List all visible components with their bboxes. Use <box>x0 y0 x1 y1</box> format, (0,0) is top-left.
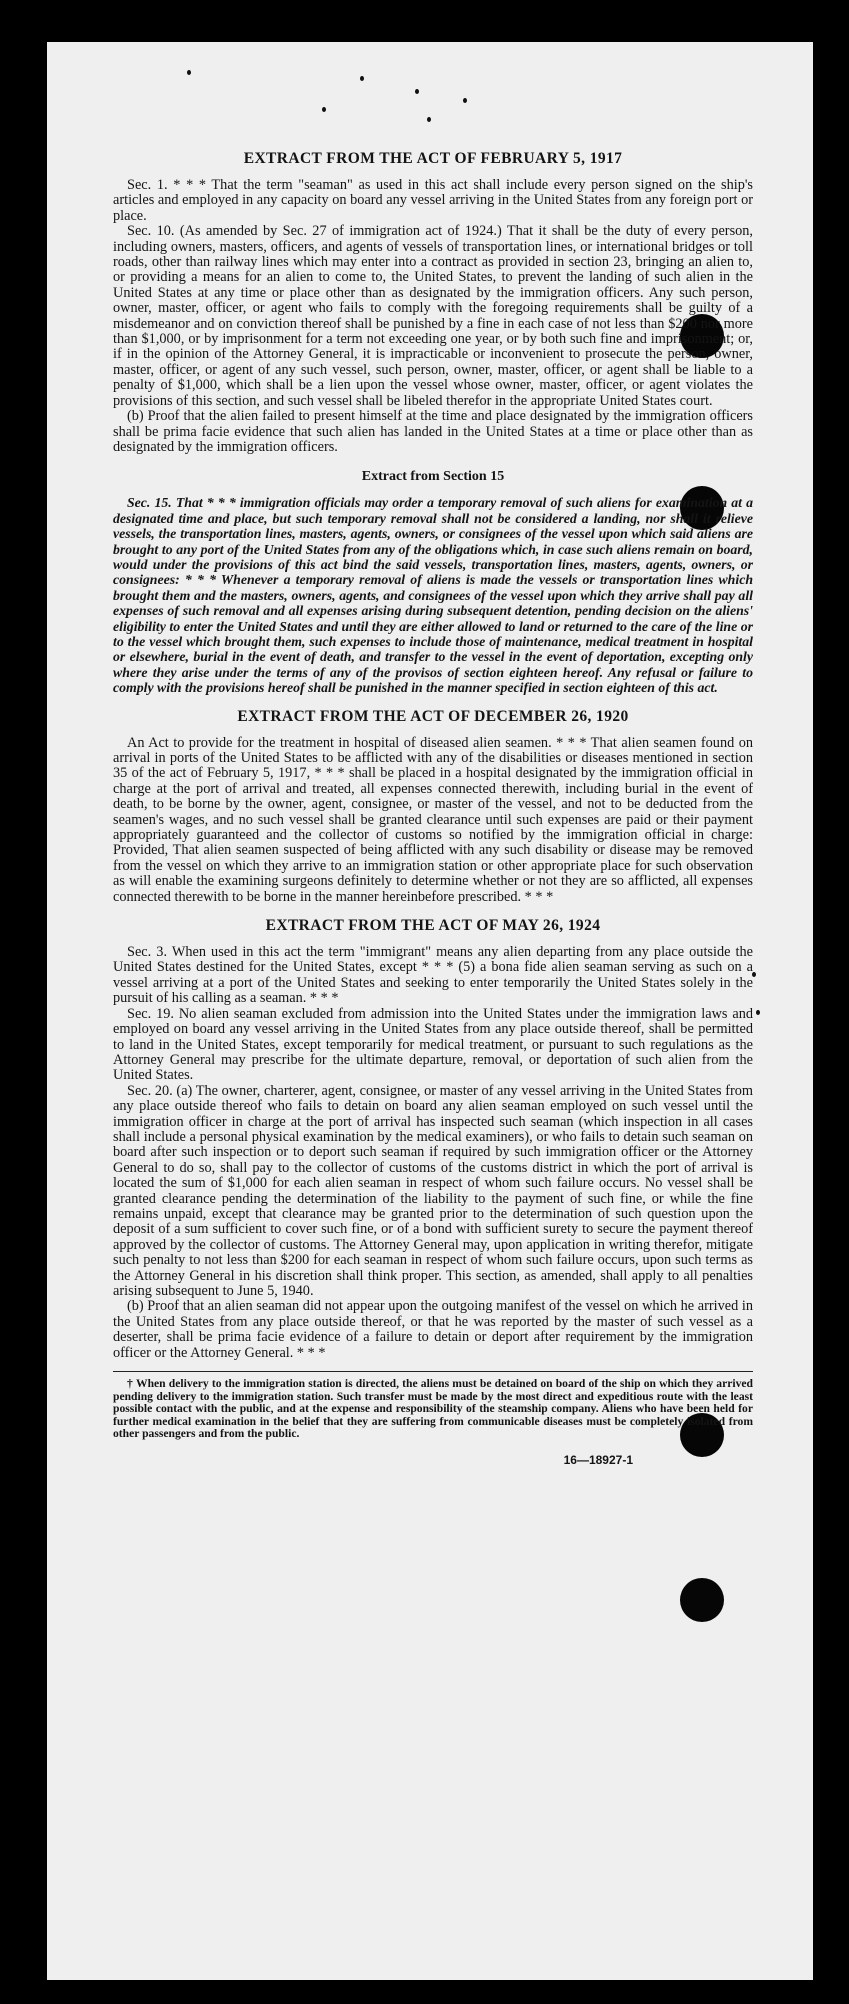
speck <box>322 107 326 112</box>
speck <box>415 89 419 94</box>
paragraph-sec-1: Sec. 1. * * * That the term "seaman" as used in this act shall include every person signed on the ship's articles and employed in any capacity on board any vessel arriving in the United States from any foreign port or place. <box>113 177 753 224</box>
section-title-sec-15: Extract from Section 15 <box>361 469 505 485</box>
paragraph-act-1920: An Act to provide for the treatment in hospital of diseased alien seamen. * * * That alien seamen found on arrival in ports of the United States to be afflicted with any of the disabilities or diseases mentioned in section 35 of the act of February 5, 1917, * * * shall be placed in a hospital designated by the immigration official in charge at the port of arrival and treated, all expenses connected therewith, including burial in the event of death, to be borne by the owner, agent, consignee, or master of the vessel, and not to be deducted from the seamen's wages, and no such vessel shall be granted clearance until such expenses are paid or their payment appropriately guaranteed and the collector of customs so notified by the immigration official in charge: Provided, That alien seamen suspected of being afflicted with any such disability or disease may be removed from the vessel on which they arrive to an immigration station or other appropriate place for such observation as will enable the examining surgeons definitely to determine whether or not they are so afflicted, all expenses connected therewith to be borne in the manner hereinbefore prescribed. * * * <box>113 734 753 905</box>
footnote <box>113 1378 753 1441</box>
paragraph-sec-10: Sec. 10. (As amended by Sec. 27 of immigration act of 1924.) That it shall be the duty of every person, including owners, masters, officers, and agents of vessels of transportation lines, or international bridges or toll roads, other than railway lines which may enter into a contract as provided in section 23, bringing an alien to, or providing a means for an alien to come to, the United States, to prevent the landing of such alien in the United States at any time or place other than as designated by the immigration officers. Any such person, owner, master, officer, or agent who fails to comply with the foregoing requirements shall be guilty of a misdemeanor and on conviction thereof shall be punished by a fine in each case of not less than $200 nor more than $1,000, or by imprisonment for a term not exceeding one year, or by both such fine and imprisonment; or, if in the opinion of the Attorney General, it is impracticable or inconvenient to prosecute the person, owner, master, officer, or agent of any such vessel, such person, owner, master, officer, or agent shall be liable to a penalty of $1,000, which shall be a lien upon the vessel whose owner, master, officer, or agent violates the provisions of this section, and such vessel shall be libeled therefor in the appropriate United States court. <box>113 223 753 409</box>
document-body <box>113 150 753 1467</box>
section-title-may-1924: EXTRACT FROM THE ACT OF MAY 26, 1924 <box>265 917 601 935</box>
paragraph-sec-10b: (b) Proof that the alien failed to present himself at the time and place designated by the immigration officers shall be prima facie evidence that such alien has landed in the United States at a time or place other than as designated by the immigration officers. <box>113 408 753 455</box>
speck <box>187 70 191 75</box>
footnote-text: † When delivery to the immigration station is directed, the aliens must be detained on board of the ship on which they arrived pending delivery to the immigration station. Such transfer must be made by the most direct and expeditious route with the least possible contact with the public, and at the expense and responsibility of the steamship company. Aliens who have been held for further medical examination in the belief that they are suffering from communicable diseases must be completely isolated from other passengers and from the public. <box>113 1377 753 1441</box>
speck <box>360 76 364 81</box>
section-title-feb-1917: EXTRACT FROM THE ACT OF FEBRUARY 5, 1917 <box>243 150 623 167</box>
speck <box>756 1010 760 1015</box>
speck <box>463 98 467 103</box>
paragraph-sec-15: Sec. 15. That * * * immigration officials may order a temporary removal of such aliens for examination at a designated time and place, but such temporary removal shall not be considered a landing, nor shall it relieve vessels, the transportation lines, masters, agents, owners, or consignees of the vessel upon which said aliens are brought to any port of the United States from any of the obligations which, in case such aliens remain on board, would under the provisions of this act bind the said vessels, transportation lines, masters, agents, owners, or consignees: * * * Whenever a temporary removal of aliens is made the vessels or transportation lines which brought them and the masters, owners, agents, and consignees of the vessel upon which they arrive shall pay all expenses of such removal and all expenses arising during subsequent detention, pending decision on the aliens' eligibility to enter the United States and until they are either allowed to land or returned to the care of the line or to the vessel which brought them, such expenses to include those of maintenance, medical treatment in hospital or elsewhere, burial in the event of death, and transfer to the vessel in the event of deportation, excepting only where they arise under the terms of any of the provisos of section eighteen hereof. Any refusal or failure to comply with the provisions hereof shall be punished in the manner specified in section eighteen of this act. <box>113 495 753 696</box>
paragraph-sec-20b: (b) Proof that an alien seaman did not appear upon the outgoing manifest of the vessel on which he arrived in the United States from any place outside thereof, or that he was reported by the master of such vessel as a deserter, shall be prima facie evidence of a failure to detain or deport after requirement by the immigration officer or the Attorney General. * * * <box>113 1298 753 1361</box>
paragraph-sec-20a: Sec. 20. (a) The owner, charterer, agent, consignee, or master of any vessel arriving in the United States from any place outside thereof who fails to detain on board any alien seaman employed on such vessel until the immigration officer in charge at the port of arrival has inspected such seaman (which inspection in all cases shall include a personal physical examination by the medical examiners), or who fails to detain such seaman on board after such inspection or to deport such seaman if required by such immigration officer or the Attorney General to do so, shall pay to the collector of customs of the customs district in which the port of arrival is located the sum of $1,000 for each alien seaman in respect of whom such failure occurs. No vessel shall be granted clearance pending the determination of the liability to the payment of such fine, or while the fine remains unpaid, except that clearance may be granted prior to the determination of such question upon the deposit of a sum sufficient to cover such fine, or of a bond with sufficient surety to secure the payment thereof approved by the collector of customs. The Attorney General may, upon application in writing therefor, mitigate such penalty to not less than $200 for each seaman in respect of whom such failure occurs, upon such terms as the Attorney General in his discretion shall think proper. This section, as amended, shall apply to all penalties arising subsequent to June 5, 1940. <box>113 1082 753 1299</box>
paragraph-sec-3: Sec. 3. When used in this act the term "immigrant" means any alien departing from any place outside the United States destined for the United States, except * * * (5) a bona fide alien seaman serving as such on a vessel arriving at a port of the United States and seeking to enter temporarily the United States solely in the pursuit of his calling as a seaman. * * * <box>113 944 753 1007</box>
punch-hole <box>680 1578 724 1622</box>
footnote-divider <box>113 1371 753 1372</box>
form-number: 16—18927-1 <box>563 1453 633 1467</box>
paragraph-sec-19: Sec. 19. No alien seaman excluded from admission into the United States under the immigration laws and employed on board any vessel arriving in the United States from any place outside thereof, shall be permitted to land in the United States, except temporarily for medical treatment, or pursuant to such regulations as the Attorney General may prescribe for the ultimate departure, removal, or deportation of such alien from the United States. <box>113 1005 753 1084</box>
speck <box>427 117 431 122</box>
document-page <box>47 42 813 1980</box>
section-title-dec-1920: EXTRACT FROM THE ACT OF DECEMBER 26, 1920 <box>237 707 629 725</box>
